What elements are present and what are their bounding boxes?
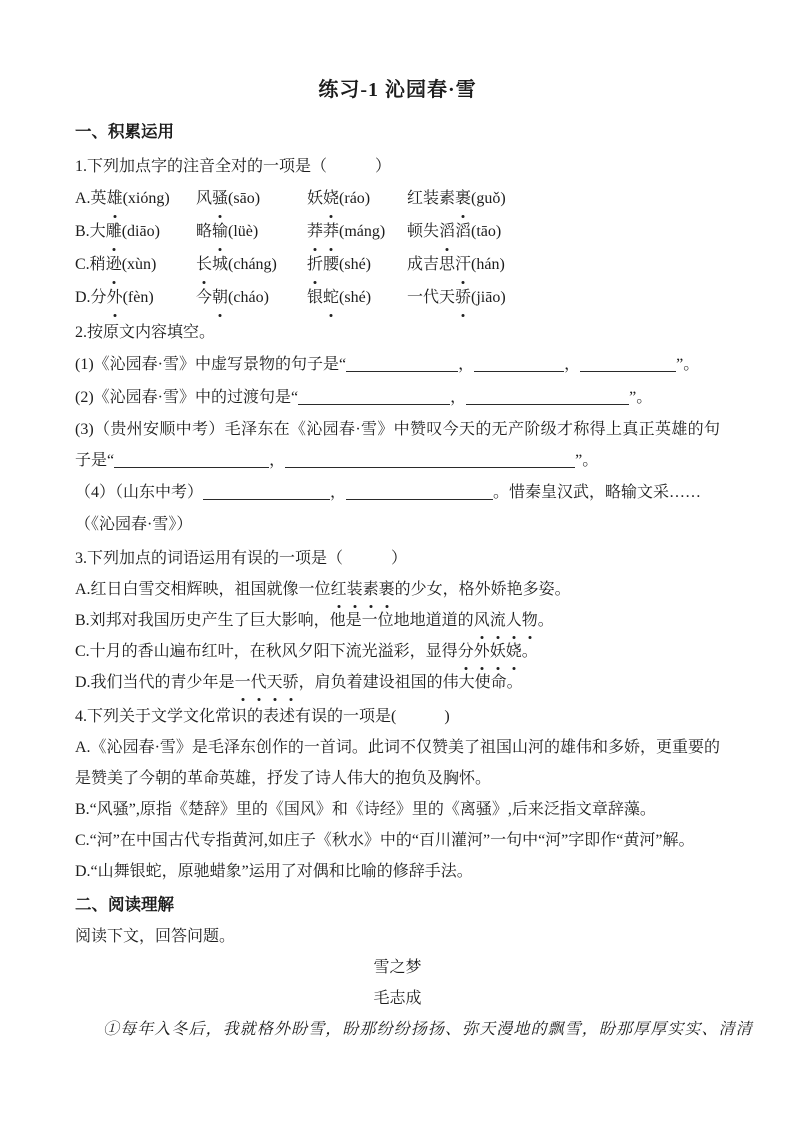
q1-c-word-3: 折腰(shé) — [307, 248, 407, 281]
q1-b-word-2: 略输(lüè) — [196, 215, 307, 248]
fill-blank — [298, 389, 450, 405]
fill-blank — [466, 389, 629, 405]
essay-title: 雪之梦 — [373, 959, 422, 976]
q2-source: （《沁园春·雪》） — [75, 516, 193, 533]
q3-option-d: D.我们当代的青少年是一代天骄，肩负着建设祖国的伟大使命。 — [75, 667, 720, 698]
q4-option-a: A.《沁园春·雪》是毛泽东创作的一首词。此词不仅赞美了祖国山河的雄伟和多娇，更重要的是赞美了今朝的革命英雄，抒发了诗人伟大的抱负及胸怀。 — [75, 739, 720, 787]
q1-a-word-4: 红装素裹(guǒ) — [407, 182, 720, 215]
fill-blank — [346, 356, 458, 372]
q1-option-row-a — [75, 182, 720, 215]
q1-b-word-4: 顿失滔滔(tāo) — [407, 215, 720, 248]
q2-fill-line-4: （4）（山东中考） ， 。惜秦皇汉武，略输文采…… — [75, 484, 702, 501]
q1-d-word-3: 银蛇(shé) — [307, 281, 407, 314]
q1-option-row-b — [75, 215, 720, 248]
q1-stem: 1.下列加点字的注音全对的一项是（ ） — [75, 158, 392, 175]
q4-option-b: B.“风骚”,原指《楚辞》里的《国风》和《诗经》里的《离骚》,后来泛指文章辞藻。 — [75, 801, 656, 818]
q2-fill-line-1: (1)《沁园春·雪》中虚写景物的句子是“ ， ， ”。 — [75, 356, 700, 373]
fill-blank — [580, 356, 676, 372]
q1-c-word-2: 长城(cháng) — [196, 248, 307, 281]
fill-blank — [474, 356, 564, 372]
q1-a-word-3: 妖娆(ráo) — [307, 182, 407, 215]
section-heading-accumulation: 一、积累运用 — [75, 123, 174, 141]
essay-author: 毛志成 — [373, 990, 422, 1007]
q4-stem: 4.下列关于文学文化常识的表述有误的一项是( ) — [75, 708, 450, 725]
q1-d-word-2: 今朝(cháo) — [196, 281, 307, 314]
q2-fill-line-3: (3)（贵州安顺中考）毛泽东在《沁园春·雪》中赞叹今天的无产阶级才称得上真正英雄的句子是“ ， ”。 — [75, 421, 720, 469]
q3-option-c: C.十月的香山遍布红叶，在秋风夕阳下流光溢彩，显得分外妖娆。 — [75, 636, 720, 667]
q1-d-word-1: D.分外(fèn) — [75, 281, 196, 314]
q1-a-word-2: 风骚(sāo) — [196, 182, 307, 215]
fill-blank — [346, 484, 493, 500]
page-title: 练习-1 沁园春·雪 — [318, 79, 477, 101]
q2-stem: 2.按原文内容填空。 — [75, 324, 216, 341]
q1-c-word-4: 成吉思汗(hán) — [407, 248, 720, 281]
q4-option-d: D.“山舞银蛇，原驰蜡象”运用了对偶和比喻的修辞手法。 — [75, 863, 473, 880]
q1-a-word-1: A.英雄(xióng) — [75, 182, 196, 215]
q1-c-word-1: C.稍逊(xùn) — [75, 248, 196, 281]
q1-option-row-c — [75, 248, 720, 281]
reading-intro: 阅读下文，回答问题。 — [75, 928, 236, 945]
section-heading-reading: 二、阅读理解 — [75, 896, 174, 914]
q3-option-a: A.红日白雪交相辉映，祖国就像一位红装素裹的少女，格外娇艳多姿。 — [75, 574, 720, 605]
fill-blank — [203, 484, 330, 500]
q2-fill-line-2: (2)《沁园春·雪》中的过渡句是“ ， ”。 — [75, 389, 653, 406]
essay-paragraph-1: ①每年入冬后，我就格外盼雪，盼那纷纷扬扬、弥天漫地的飘雪，盼那厚厚实实、清清 — [103, 1021, 753, 1038]
q1-d-word-4: 一代天骄(jiāo) — [407, 281, 720, 314]
q1-b-word-3: 莽莽(máng) — [307, 215, 407, 248]
q3-stem: 3.下列加点的词语运用有误的一项是（ ） — [75, 550, 408, 567]
fill-blank — [114, 452, 269, 468]
q4-option-c: C.“河”在中国古代专指黄河,如庄子《秋水》中的“百川灌河”一句中“河”字即作“黄河”解。 — [75, 832, 695, 849]
q1-b-word-1: B.大雕(diāo) — [75, 215, 196, 248]
fill-blank — [285, 452, 575, 468]
q1-option-row-d — [75, 281, 720, 314]
q3-option-b: B.刘邦对我国历史产生了巨大影响，他是一位地地道道的风流人物。 — [75, 605, 720, 636]
